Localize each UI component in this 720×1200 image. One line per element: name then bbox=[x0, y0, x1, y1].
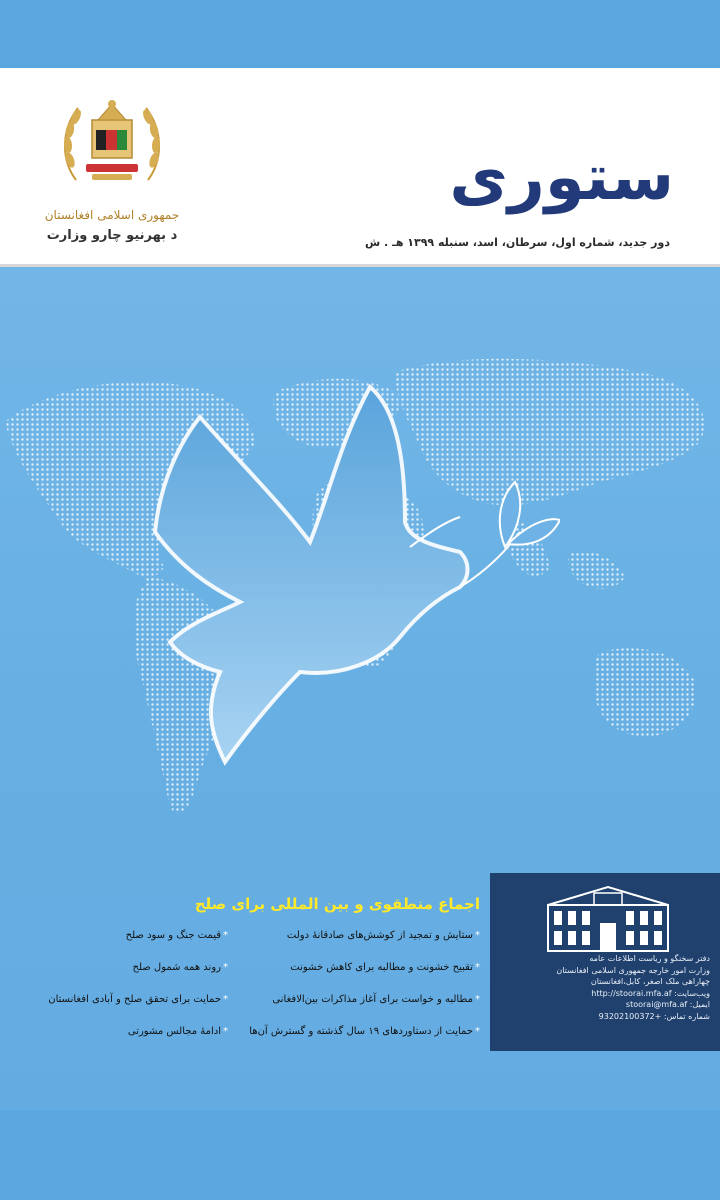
cover-headline: اجماع منطقوی و بین المللی برای صلح bbox=[194, 895, 480, 913]
topic-item: *ادامهٔ مجالس مشورتی bbox=[127, 1026, 228, 1037]
afghanistan-emblem-icon bbox=[56, 90, 168, 190]
page-bottom-margin bbox=[0, 1110, 720, 1200]
page-top-margin bbox=[0, 0, 720, 68]
ministry-building-icon bbox=[542, 883, 674, 953]
topics-list bbox=[40, 930, 480, 1050]
topic-item: *قیمت جنگ و سود صلح bbox=[125, 930, 228, 941]
info-line-phone: شماره تماس: +93202100372 bbox=[598, 1011, 710, 1021]
contact-info-box bbox=[490, 873, 720, 1051]
government-name: جمهوری اسلامی افغانستان bbox=[44, 208, 180, 222]
bullet-star-icon: * bbox=[475, 1026, 480, 1037]
topic-item: *حمایت از دستاوردهای ۱۹ سال گذشته و گسترش آن‌ها bbox=[249, 1026, 480, 1037]
magazine-title: ستوری bbox=[449, 141, 674, 215]
bullet-star-icon: * bbox=[475, 994, 480, 1005]
cover-header bbox=[0, 68, 720, 267]
bullet-star-icon: * bbox=[223, 1026, 228, 1037]
bullet-star-icon: * bbox=[223, 962, 228, 973]
topic-item: *حمایت برای تحقق صلح و آبادی افغانستان bbox=[48, 994, 228, 1005]
ministry-name: د بهرنیو چارو وزارت bbox=[46, 228, 178, 243]
topic-item: *تقبیح خشونت و مطالبه برای کاهش خشونت bbox=[290, 962, 480, 973]
bullet-star-icon: * bbox=[475, 930, 480, 941]
topic-item: *مطالبه و خواست برای آغاز مذاکرات بین‌الافغانی bbox=[272, 994, 480, 1005]
issue-line: دور جدید، شماره اول، سرطان، اسد، سنبله ۱۳۹۹ هـ . ش bbox=[365, 236, 670, 249]
bullet-star-icon: * bbox=[223, 930, 228, 941]
info-line-office: دفتر سخنگو و ریاست اطلاعات عامه bbox=[589, 954, 710, 963]
topic-item: *ستایش و تمجید از کوشش‌های صادقانهٔ دولت bbox=[286, 930, 480, 941]
info-line-ministry: وزارت امور خارجه جمهوری اسلامی افغانستان bbox=[556, 965, 710, 975]
info-line-email: ایمیل: stoorai@mfa.af bbox=[625, 1000, 710, 1009]
cover-artwork bbox=[0, 267, 720, 1110]
dove-illustration bbox=[140, 372, 560, 772]
info-line-website: ویب‌سایت: http://stoorai.mfa.af bbox=[591, 988, 710, 998]
bullet-star-icon: * bbox=[475, 962, 480, 973]
topic-item: *روند همه شمول صلح bbox=[132, 962, 228, 973]
info-line-address: چهاراهی ملک اصغر، کابل،افغانستان bbox=[590, 977, 710, 986]
bullet-star-icon: * bbox=[223, 994, 228, 1005]
